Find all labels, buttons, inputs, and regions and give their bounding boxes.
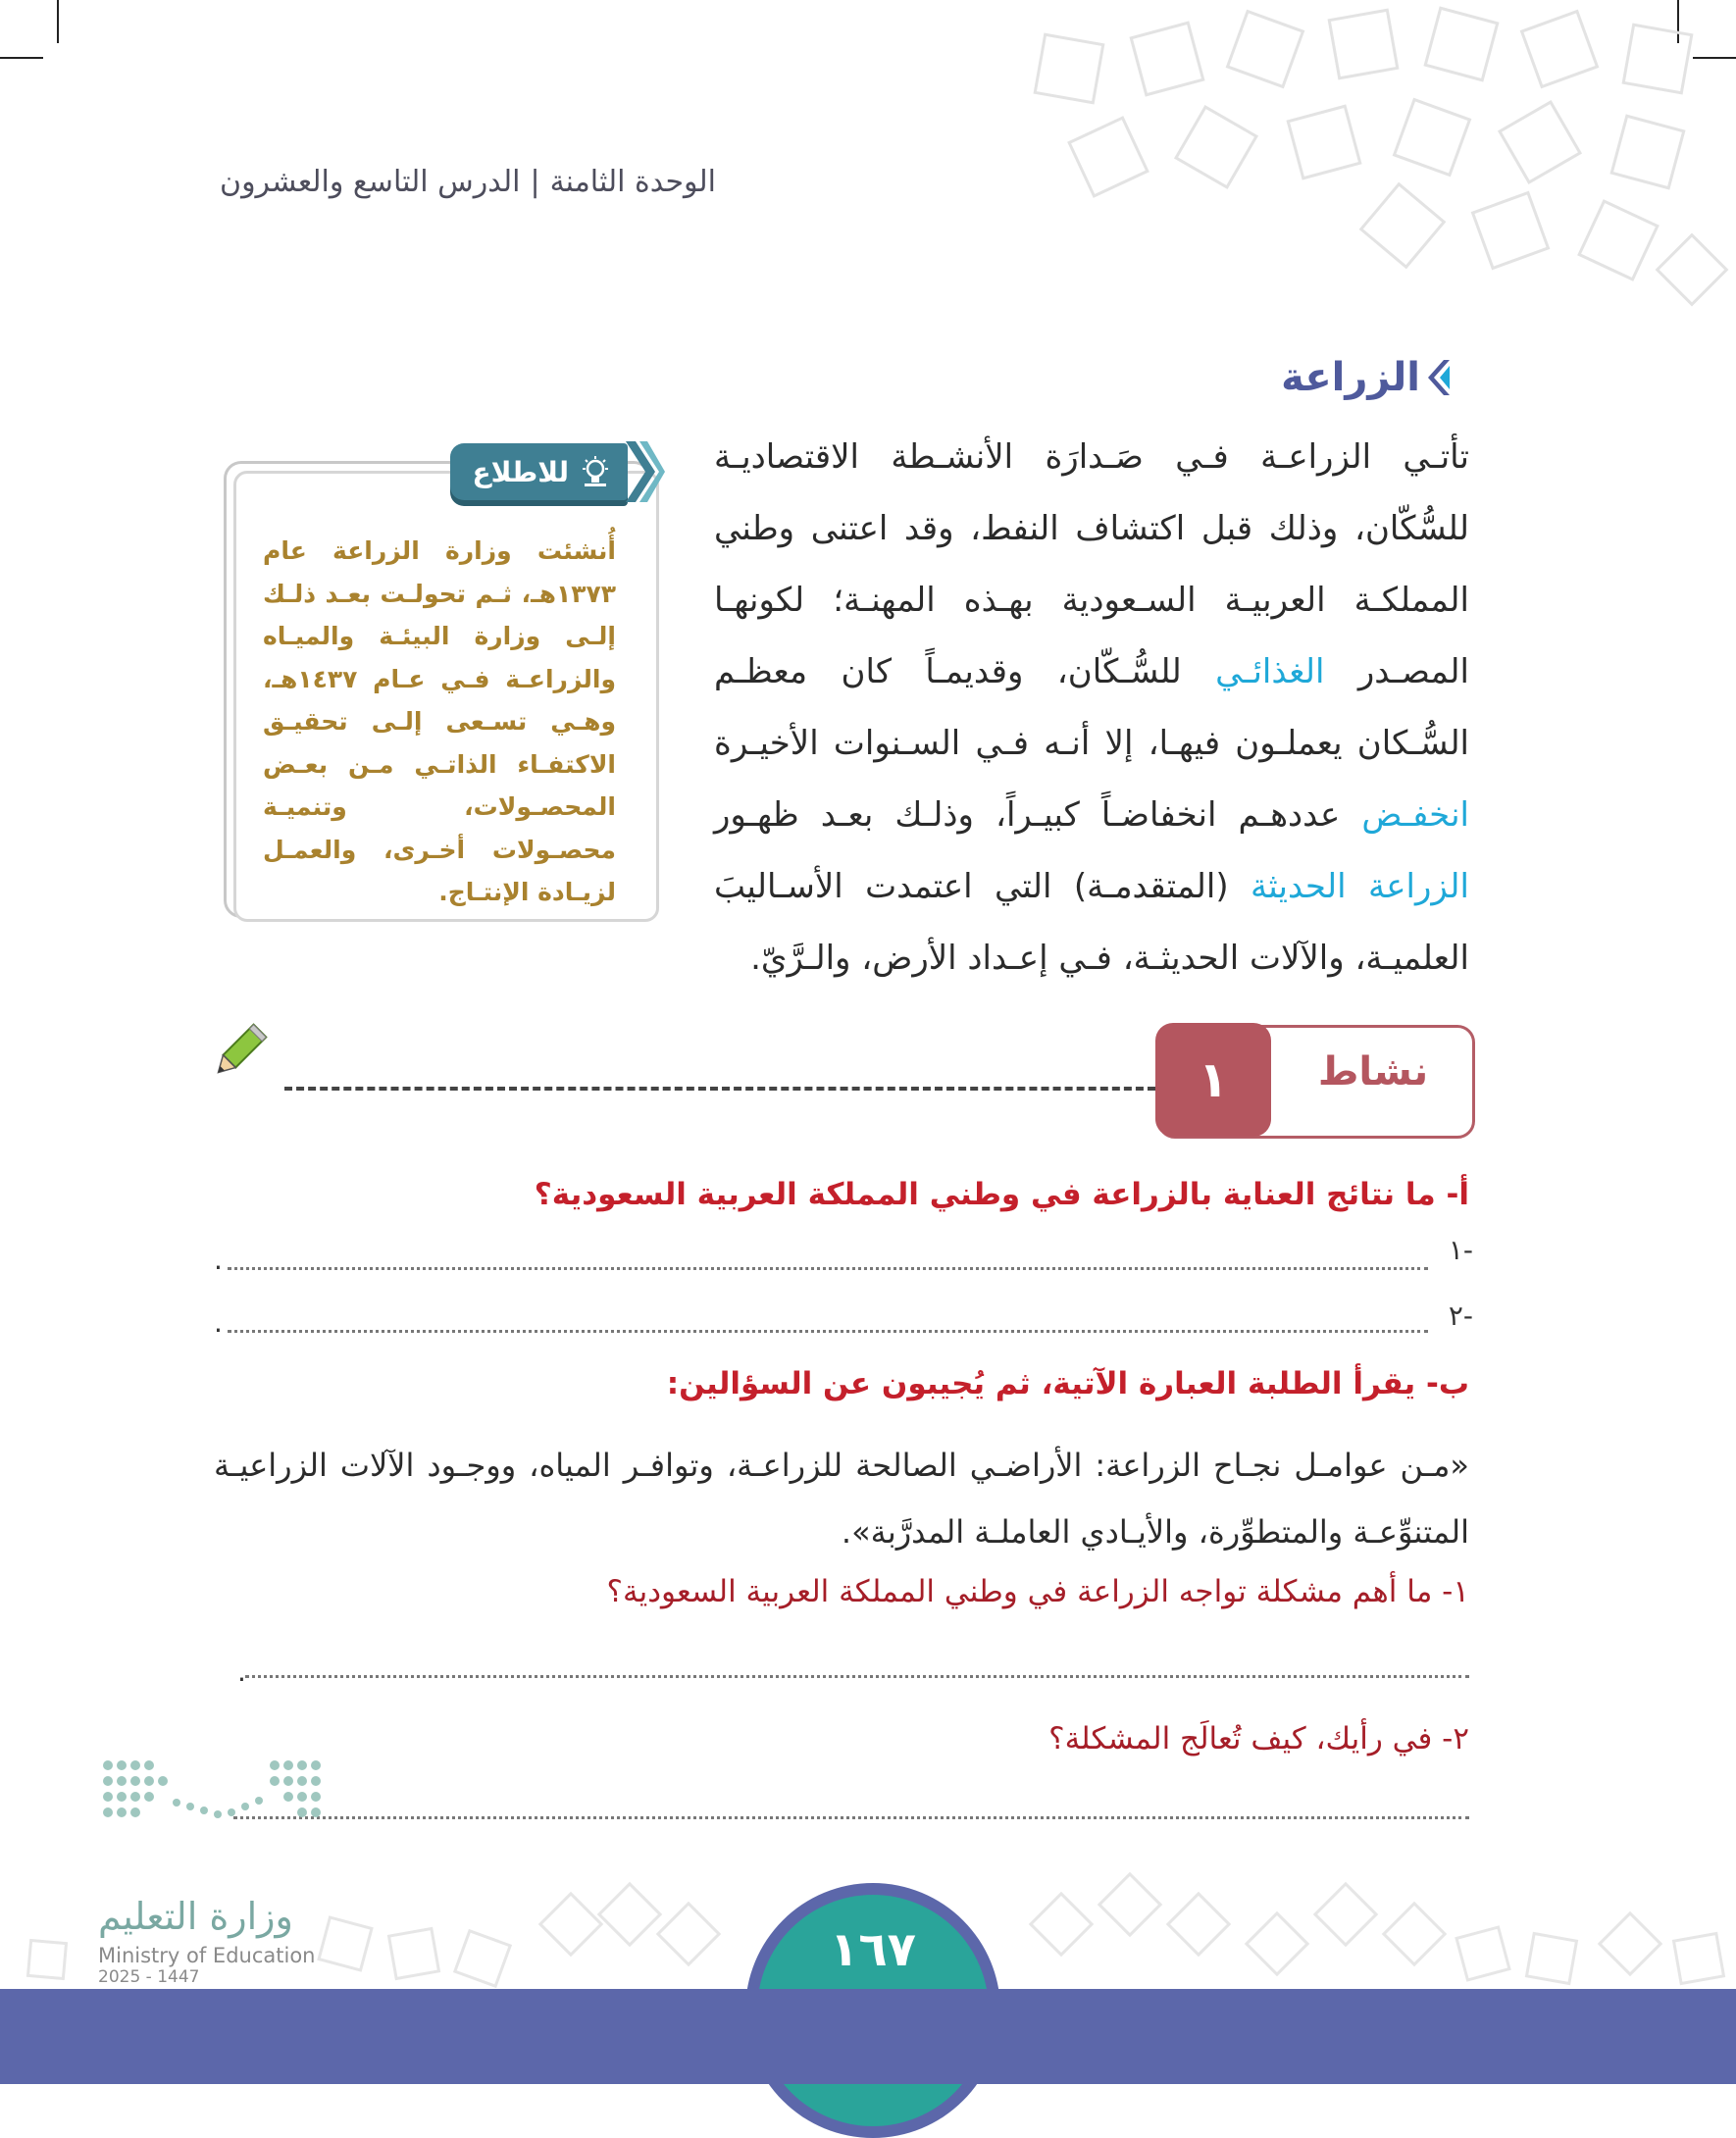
ministry-name-en: Ministry of Education: [98, 1944, 316, 1967]
highlight-term: الزراعة الحديثة: [1251, 867, 1469, 906]
lightbulb-icon: [579, 455, 612, 488]
answer-end-dot: .: [214, 1306, 223, 1339]
answer-line[interactable]: [245, 1675, 1469, 1678]
ministry-logo: [98, 1746, 324, 1893]
highlight-term: الغذائـي: [1215, 652, 1325, 691]
main-paragraph: [714, 422, 1469, 994]
paragraph-text: (المتقدمـة) التي اعتمدت الأسـاليبَ العلميـة، والآلات الحديثـة، فـي إعـداد الأرض، والـرَّيّ.: [714, 867, 1469, 978]
info-tab: [423, 441, 665, 502]
answer-line[interactable]: [233, 1816, 1469, 1819]
question-b1: ١- ما أهم مشكلة تواجه الزراعة في وطني المملكة العربية السعودية؟: [606, 1574, 1469, 1609]
answer-end-dot: .: [214, 1244, 223, 1276]
ministry-year: 2025 - 1447: [98, 1967, 200, 1987]
ministry-name-ar: وزارة التعليم: [98, 1895, 293, 1938]
answer-number: ١-: [1448, 1234, 1473, 1266]
unit-title: الوحدة الثامنة: [549, 165, 716, 199]
section-title-text: الزراعة: [1281, 355, 1420, 400]
double-chevron-icon: [626, 441, 665, 502]
activity-divider: [284, 1087, 1155, 1091]
highlight-term: انخفـض: [1361, 795, 1469, 835]
answer-line[interactable]: [228, 1267, 1428, 1270]
info-box: [224, 455, 667, 917]
paragraph-text: عددهـم انخفاضـاً كبيـراً، وذلـك بعـد ظهـور: [714, 795, 1362, 835]
question-a: أ- ما نتائج العناية بالزراعة في وطني المملكة العربية السعودية؟: [534, 1177, 1469, 1212]
paragraph-text: للسُّـكّان، وقديمـاً كان معظـم السُّـكان يعملـون فيهـا، إلا أنـه فـي السـنوات الأخيـرة: [714, 652, 1469, 763]
chevron-left-icon: [1428, 358, 1452, 397]
activity-label: نشاط: [1317, 1049, 1429, 1094]
pencil-icon: [206, 1020, 271, 1085]
question-b: ب- يقرأ الطلبة العبارة الآتية، ثم يُجيبون عن السؤالين:: [666, 1366, 1469, 1401]
info-text: أُنشئت وزارة الزراعة عام ١٣٧٣هـ، ثـم تحولـت بعـد ذلـك إلـى وزارة البيئـة والميـاه والزراعـة فـي عـام ١٤٣٧هـ، وهـي تسـعى إلـى تحقيـق الاكتفـاء الذاتـي مـن بعـض المحصـولات، وتنميـة محصـولات أخـرى، والعمـل لزيـادة الإنتـاج.: [263, 536, 616, 906]
section-title: [1281, 355, 1452, 400]
info-tab-label-box: [450, 443, 628, 500]
decorative-pattern: [1020, 0, 1736, 333]
answer-end-dot: .: [237, 1655, 246, 1688]
activity-number: ١: [1155, 1023, 1271, 1137]
footer-band: [0, 1989, 1736, 2084]
question-b2: ٢- في رأيك، كيف تُعالَج المشكلة؟: [1048, 1721, 1469, 1756]
crop-mark: [0, 57, 43, 59]
info-label: للاطلاع: [472, 455, 569, 488]
breadcrumb: [220, 165, 716, 199]
answer-number: ٢-: [1448, 1299, 1473, 1332]
answer-line[interactable]: [228, 1330, 1428, 1333]
lesson-title: الدرس التاسع والعشرون: [220, 165, 521, 199]
paragraph-text: تأتـي الزراعـة فـي صَـدارَة الأنشـطة الاقتصاديـة للسُّكّان، وذلك قبل اكتشاف النفط، وقد اعتنى وطني المملكـة العربيـة السـعودية بهـذه المهنـة؛ لكونهـا المصـدر: [714, 437, 1469, 691]
crop-mark: [57, 0, 59, 43]
breadcrumb-separator: |: [530, 165, 540, 199]
quote-text: «مـن عوامـل نجـاح الزراعة: الأراضـي الصالحة للزراعـة، وتوافـر المياه، ووجـود الآلات الزراعيـة المتنوِّعـة والمتطوِّرة، والأيـادي العاملـة المدرَّبة».: [214, 1447, 1469, 1551]
page-number: ١٦٧: [830, 1922, 916, 1977]
